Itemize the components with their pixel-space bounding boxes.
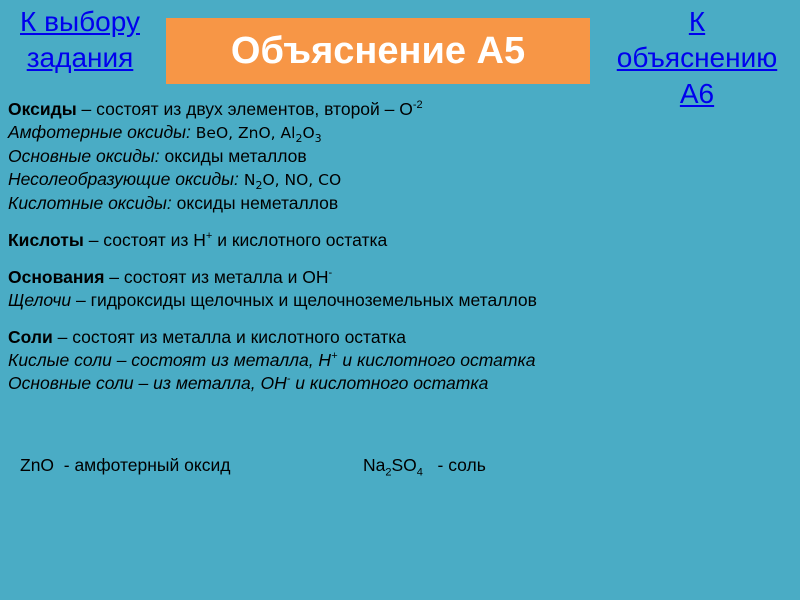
acids-term: Кислоты xyxy=(8,230,84,250)
back-to-tasks-link[interactable] xyxy=(4,4,156,76)
example-zno: ZnO - амфотерный оксид xyxy=(20,455,231,475)
oxygen-charge: -2 xyxy=(412,99,423,112)
basic-salts-charge: - xyxy=(286,373,291,386)
acid-salts-line xyxy=(8,349,728,372)
explanation-text xyxy=(8,98,728,395)
oxides-term: Оксиды xyxy=(8,99,77,119)
amph-sub-2: 3 xyxy=(314,132,322,146)
salts-def: – состоят из металла и кислотного остатка xyxy=(52,327,407,347)
acidic-oxides-line xyxy=(8,192,728,215)
back-link-line-2[interactable]: задания xyxy=(26,42,134,73)
acid-salts-text xyxy=(8,350,535,370)
acids-def-1: – состоят из Н xyxy=(83,230,206,250)
next-link-line-1[interactable]: К xyxy=(688,6,706,37)
next-link-line-3[interactable]: А6 xyxy=(679,78,715,109)
amphoteric-oxides-examples xyxy=(190,124,322,146)
basic-oxides-value: оксиды металлов xyxy=(159,146,307,166)
na2so4-sub-1: 2 xyxy=(385,466,392,479)
basic-salts-text xyxy=(8,373,488,393)
answer-example xyxy=(20,454,720,477)
salts-definition xyxy=(8,326,728,349)
acids-definition xyxy=(8,229,728,252)
salts-term: Соли xyxy=(8,327,53,347)
basic-oxides-label: Основные оксиды: xyxy=(8,146,160,166)
acid-salts-part-2: и кислотного остатка xyxy=(337,350,536,370)
nonsalt-sub: 2 xyxy=(255,179,263,193)
spacer xyxy=(8,252,728,266)
oxides-definition xyxy=(8,98,728,121)
acidic-oxides-label: Кислотные оксиды: xyxy=(8,193,172,213)
nonsalt-oxides-line xyxy=(8,168,728,192)
next-link-line-2[interactable]: объяснению xyxy=(616,42,778,73)
acid-salts-part-1: Кислые соли – состоят из металла, Н xyxy=(8,350,332,370)
spacer xyxy=(8,215,728,229)
nonsalt-oxides-examples xyxy=(238,171,342,193)
alkalis-value: – гидроксиды щелочных и щелочноземельных металлов xyxy=(71,290,537,310)
back-link-line-1[interactable]: К выбору xyxy=(20,6,140,37)
hydrogen-charge: + xyxy=(205,230,213,243)
basic-salts-part-2: и кислотного остатка xyxy=(290,373,489,393)
bases-definition xyxy=(8,266,728,289)
nonsalt-part-2: O, NO, CO xyxy=(262,171,342,189)
amph-part-1: BeO, ZnO, Al xyxy=(190,124,296,142)
amphoteric-oxides-line xyxy=(8,121,728,145)
basic-salts-part-1: Основные соли – из металла, ОН xyxy=(8,373,287,393)
example-na2so4 xyxy=(363,454,486,477)
alkalis-label: Щелочи xyxy=(8,290,72,310)
oxides-def: – состоят из двух элементов, второй – О xyxy=(76,99,413,119)
acid-salts-charge: + xyxy=(331,350,338,363)
spacer xyxy=(8,312,728,326)
na2so4-sub-2: 4 xyxy=(416,466,423,479)
na2so4-part-3: - соль xyxy=(422,455,486,475)
acidic-oxides-value: оксиды неметаллов xyxy=(171,193,339,213)
next-explanation-link[interactable] xyxy=(602,4,792,112)
bases-term: Основания xyxy=(8,267,105,287)
na2so4-part-1: Na xyxy=(363,455,386,475)
acids-def-2: и кислотного остатка xyxy=(212,230,388,250)
amph-part-2: O xyxy=(302,124,315,142)
bases-def-1: – состоят из металла и ОН xyxy=(104,267,329,287)
page-title-text: Объяснение А5 xyxy=(230,29,526,72)
nonsalt-oxides-label: Несолеобразующие оксиды: xyxy=(8,169,239,189)
hydroxide-charge: - xyxy=(328,267,333,280)
page-title xyxy=(166,18,590,84)
basic-salts-line xyxy=(8,372,728,395)
nonsalt-part-1: N xyxy=(238,171,256,189)
amph-sub-1: 2 xyxy=(295,132,303,146)
amphoteric-oxides-label: Амфотерные оксиды: xyxy=(8,122,191,142)
alkalis-line xyxy=(8,289,728,312)
basic-oxides-line xyxy=(8,145,728,168)
na2so4-part-2: SO xyxy=(391,455,417,475)
